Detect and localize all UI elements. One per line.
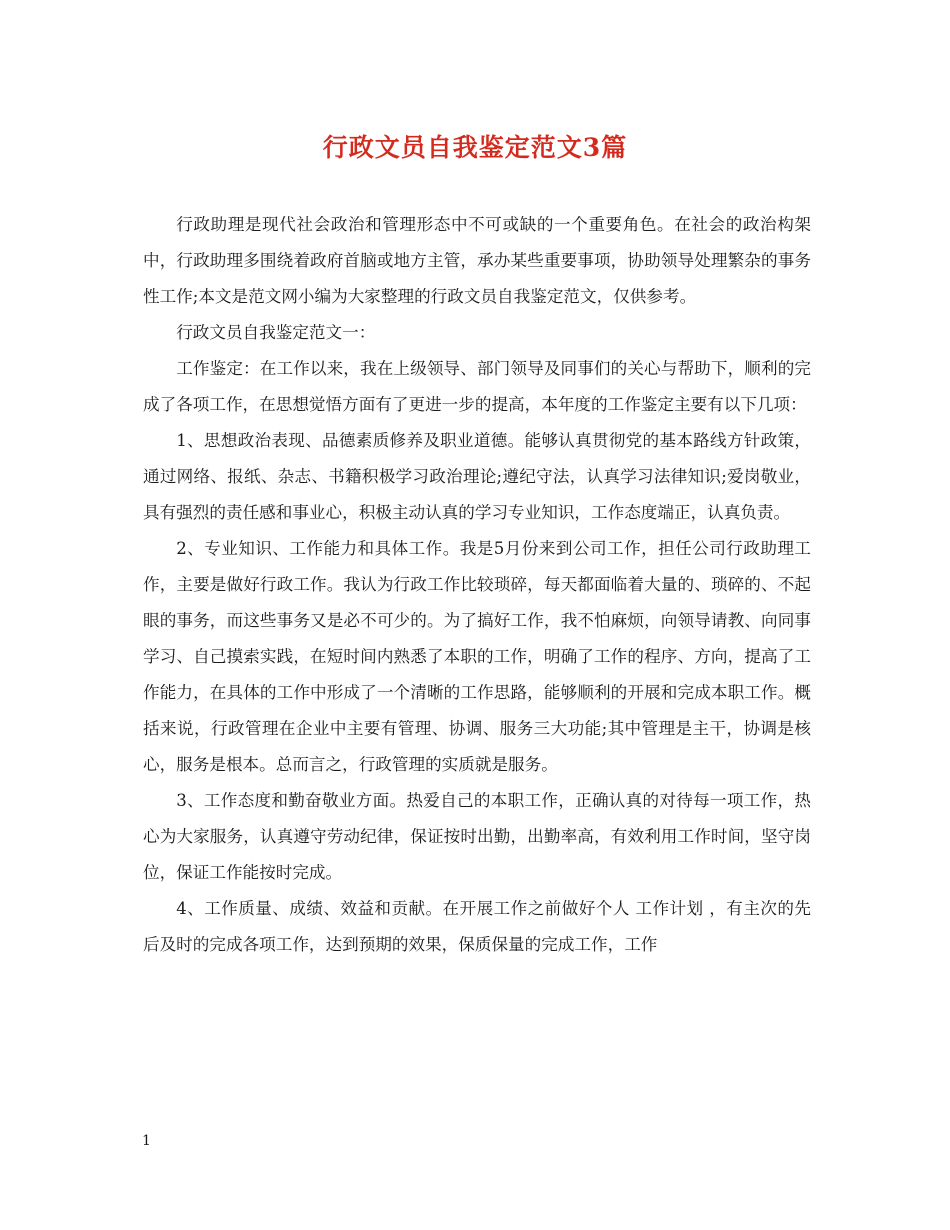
paragraph-item-4: 4、工作质量、成绩、效益和贡献。在开展工作之前做好个人 工作计划 ，有主次的先后及时的完成各项工作，达到预期的效果，保质保量的完成工作，工作	[143, 899, 811, 954]
paragraph-intro: 行政助理是现代社会政治和管理形态中不可或缺的一个重要角色。在社会的政治构架中，行政助理多围绕着政府首脑或地方主管，承办某些重要事项，协助领导处理繁杂的事务性工作;本文是范文网小编为大家整理的行政文员自我鉴定范文，仅供参考。	[143, 215, 811, 306]
paragraph-section-heading: 行政文员自我鉴定范文一：	[176, 323, 376, 342]
paragraph-item-1: 1、思想政治表现、品德素质修养及职业道德。能够认真贯彻党的基本路线方针政策，通过网络、报纸、杂志、书籍积极学习政治理论;遵纪守法，认真学习法律知识;爱岗敬业，具有强烈的责任感和事业心，积极主动认真的学习专业知识，工作态度端正，认真负责。	[143, 431, 811, 522]
page-number: 1	[142, 1133, 151, 1149]
document-body	[143, 207, 811, 963]
paragraph-item-3: 3、工作态度和勤奋敬业方面。热爱自己的本职工作，正确认真的对待每一项工作，热心为大家服务，认真遵守劳动纪律，保证按时出勤，出勤率高，有效利用工作时间，坚守岗位，保证工作能按时完成。	[143, 791, 811, 882]
paragraph-item-2: 2、专业知识、工作能力和具体工作。我是5月份来到公司工作，担任公司行政助理工作，主要是做好行政工作。我认为行政工作比较琐碎，每天都面临着大量的、琐碎的、不起眼的事务，而这些事务又是必不可少的。为了搞好工作，我不怕麻烦，向领导请教、向同事学习、自己摸索实践，在短时间内熟悉了本职的工作，明确了工作的程序、方向，提高了工作能力，在具体的工作中形成了一个清晰的工作思路，能够顺利的开展和完成本职工作。概括来说，行政管理在企业中主要有管理、协调、服务三大功能;其中管理是主干，协调是核心，服务是根本。总而言之，行政管理的实质就是服务。	[143, 539, 811, 774]
paragraph-work-appraisal: 工作鉴定：在工作以来，我在上级领导、部门领导及同事们的关心与帮助下，顺利的完成了各项工作，在思想觉悟方面有了更进一步的提高，本年度的工作鉴定主要有以下几项：	[143, 359, 811, 414]
document-title: 行政文员自我鉴定范文3篇	[322, 133, 628, 162]
